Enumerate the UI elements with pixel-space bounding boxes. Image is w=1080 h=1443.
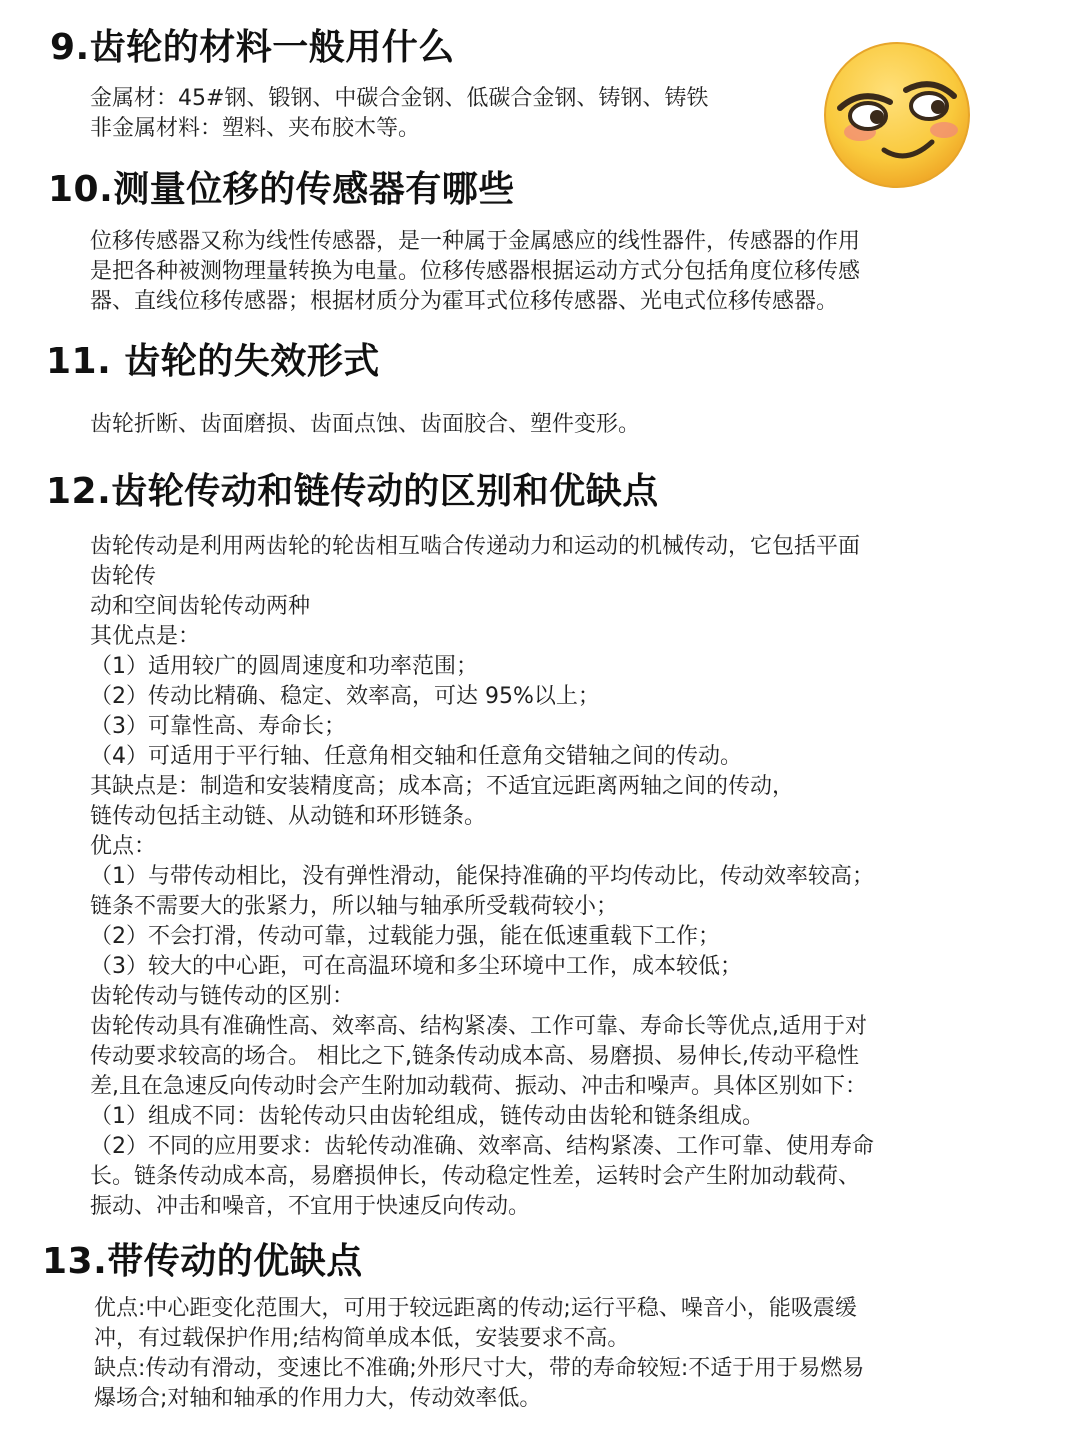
- section-13-body: [94, 1294, 994, 1414]
- text-line: （1）与带传动相比，没有弹性滑动，能保持准确的平均传动比，传动效率较高；: [90, 864, 874, 889]
- text-line: 齿轮传动具有准确性高、效率高、结构紧凑、工作可靠、寿命长等优点,适用于对: [90, 1014, 867, 1039]
- text-line: 冲，有过载保护作用;结构简单成本低，安装要求不高。: [94, 1326, 630, 1351]
- section-10-body: [90, 227, 990, 317]
- text-line: 缺点:传动有滑动，变速比不准确;外形尺寸大，带的寿命较短:不适于用于易燃易: [94, 1356, 865, 1381]
- section-13-title: 13.带传动的优缺点: [42, 1241, 363, 1282]
- text-line: （4）可适用于平行轴、任意角相交轴和任意角交错轴之间的传动。: [90, 744, 742, 769]
- text-line: （3）较大的中心距，可在高温环境和多尘环境中工作，成本较低；: [90, 954, 742, 979]
- text-line: 振动、冲击和噪音，不宜用于快速反向传动。: [90, 1194, 531, 1219]
- text-line: 齿轮传动是利用两齿轮的轮齿相互啮合传递动力和运动的机械传动，它包括平面: [90, 534, 861, 559]
- text-line: 链传动包括主动链、从动链和环形链条。: [90, 804, 487, 829]
- text-line: （2）传动比精确、稳定、效率高，可达 95%以上；: [90, 684, 600, 709]
- section-11-body: [90, 410, 990, 440]
- text-line: （1）组成不同：齿轮传动只由齿轮组成，链传动由齿轮和链条组成。: [90, 1104, 764, 1129]
- text-line: 优点：: [90, 834, 157, 859]
- text-line: 是把各种被测物理量转换为电量。位移传感器根据运动方式分包括角度位移传感: [90, 259, 861, 284]
- section-10-title: 10.测量位移的传感器有哪些: [48, 169, 515, 210]
- text-line: 器、直线位移传感器；根据材质分为霍耳式位移传感器、光电式位移传感器。: [90, 289, 839, 314]
- text-line: 优点:中心距变化范围大，可用于较远距离的传动;运行平稳、噪音小，能吸震缓: [94, 1296, 857, 1321]
- text-line: 动和空间齿轮传动两种: [90, 594, 311, 619]
- text-line: 齿轮传: [90, 564, 157, 589]
- text-line: 其缺点是：制造和安装精度高；成本高；不适宜远距离两轴之间的传动，: [90, 774, 795, 799]
- text-line: 链条不需要大的张紧力，所以轴与轴承所受载荷较小；: [90, 894, 619, 919]
- section-12-title: 12.齿轮传动和链传动的区别和优缺点: [46, 471, 659, 512]
- text-line: （2）不会打滑，传动可靠，过载能力强，能在低速重载下工作；: [90, 924, 720, 949]
- section-12-body: [90, 532, 990, 1222]
- text-line: 位移传感器又称为线性传感器，是一种属于金属感应的线性器件，传感器的作用: [90, 229, 861, 254]
- text-line: （3）可靠性高、寿命长；: [90, 714, 346, 739]
- text-line: 差,且在急速反向传动时会产生附加动载荷、振动、冲击和噪声。具体区别如下：: [90, 1074, 867, 1099]
- section-11-title: 11. 齿轮的失效形式: [46, 341, 380, 382]
- text-line: 长。链条传动成本高，易磨损伸长，传动稳定性差，运转时会产生附加动载荷、: [90, 1164, 861, 1189]
- text-line: 金属材：45#钢、锻钢、中碳合金钢、低碳合金钢、铸钢、铸铁: [90, 86, 709, 111]
- text-line: （1）适用较广的圆周速度和功率范围；: [90, 654, 478, 679]
- text-line: 爆场合;对轴和轴承的作用力大，传动效率低。: [94, 1386, 542, 1411]
- text-line: 其优点是：: [90, 624, 201, 649]
- text-line: 齿轮传动与链传动的区别：: [90, 984, 355, 1009]
- text-line: 传动要求较高的场合。 相比之下,链条传动成本高、易磨损、易伸长,传动平稳性: [90, 1044, 859, 1069]
- section-9-title: 9.齿轮的材料一般用什么: [50, 27, 455, 68]
- section-9-body: [90, 84, 990, 144]
- text-line: 非金属材料：塑料、夹布胶木等。: [90, 116, 421, 141]
- text-line: 齿轮折断、齿面磨损、齿面点蚀、齿面胶合、塑件变形。: [90, 412, 641, 437]
- text-line: （2）不同的应用要求：齿轮传动准确、效率高、结构紧凑、工作可靠、使用寿命: [90, 1134, 874, 1159]
